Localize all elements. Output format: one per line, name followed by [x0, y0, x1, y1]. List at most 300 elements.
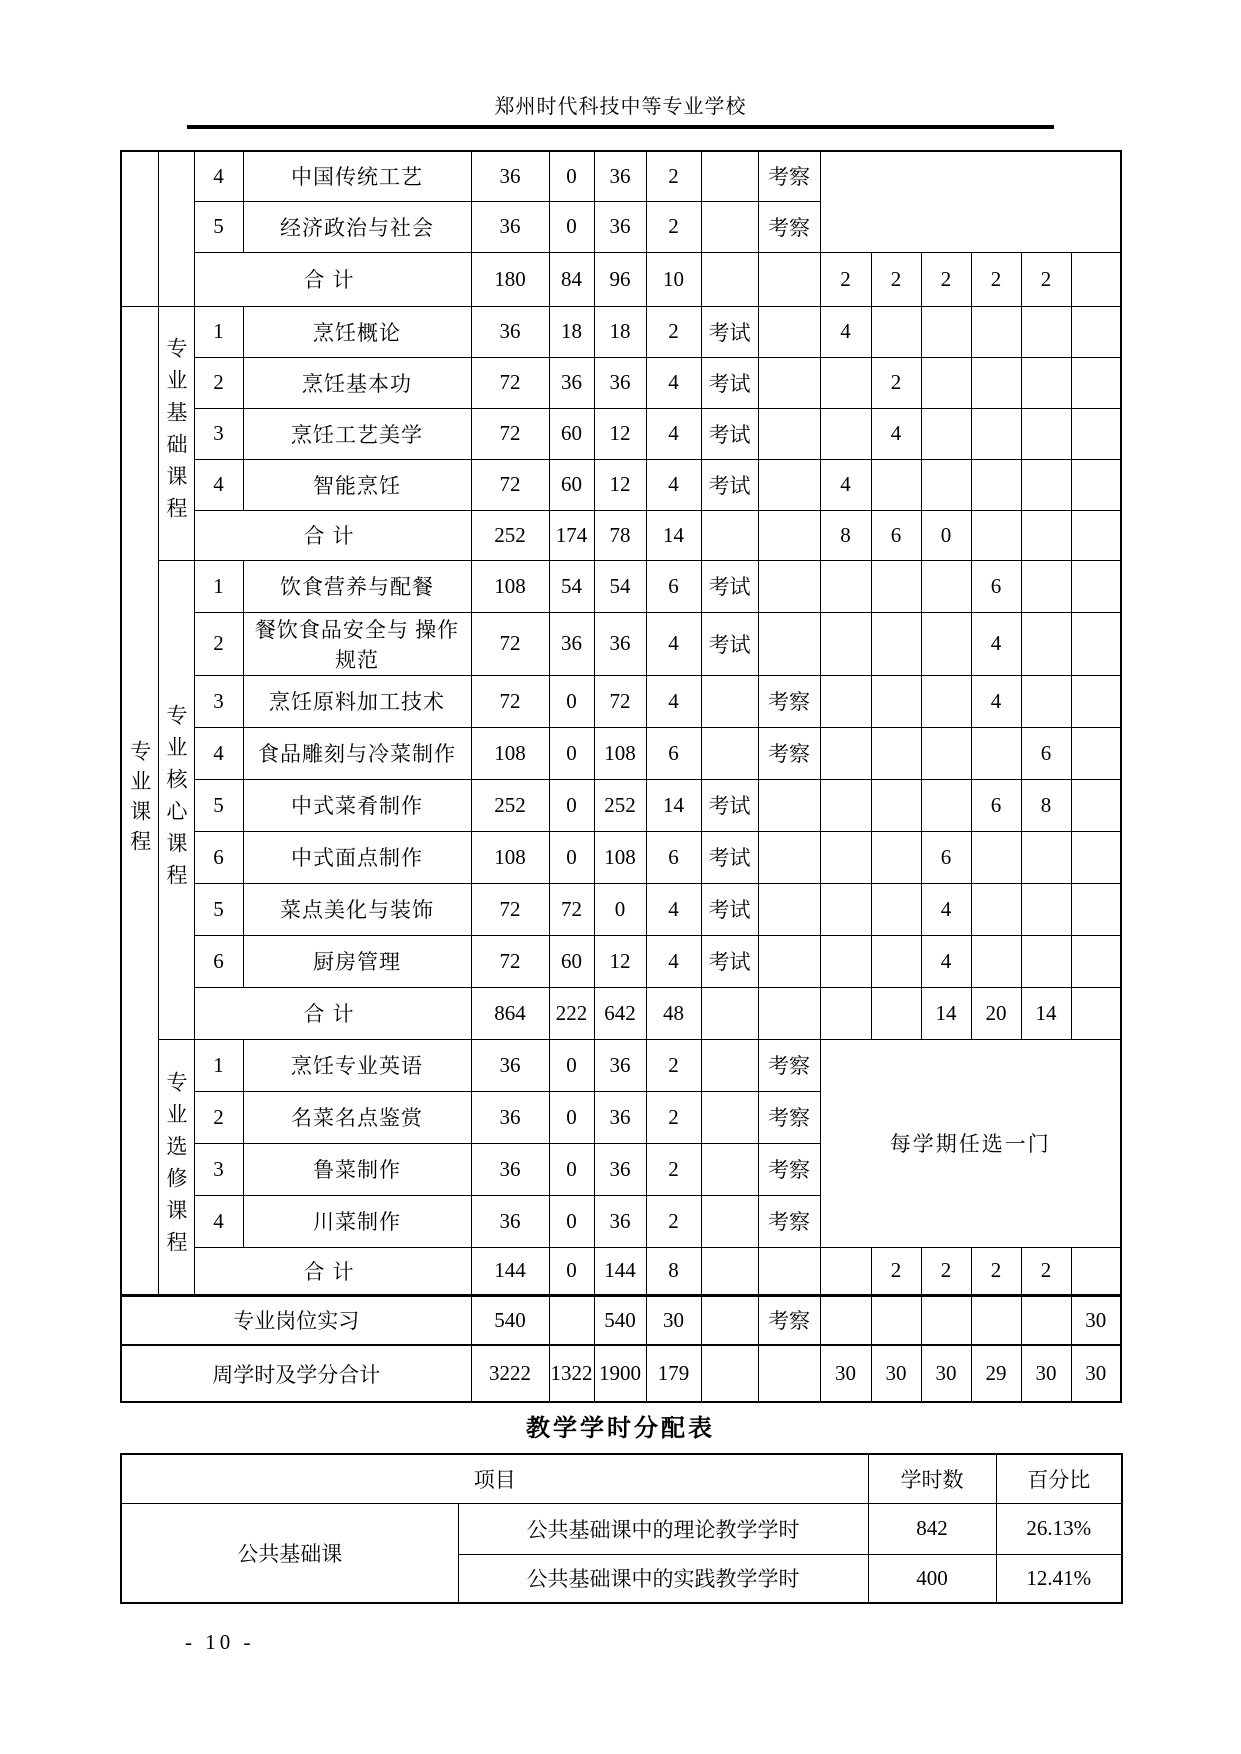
- course-name-cell: 智能烹饪: [243, 459, 471, 510]
- practice-hours-cell: 36: [594, 151, 646, 201]
- sem-1-cell: [820, 560, 871, 612]
- credits-cell: 2: [646, 151, 701, 201]
- sem-5-cell: [1021, 306, 1071, 357]
- sem-1-cell: [820, 675, 871, 727]
- exam-cell: 考试: [701, 357, 758, 408]
- sem-5-cell: [1021, 675, 1071, 727]
- assess-cell: 考察: [758, 675, 820, 727]
- total-hours-cell: 180: [471, 252, 549, 306]
- course-name-cell: 中式面点制作: [243, 831, 471, 883]
- sem-1-cell: 30: [820, 1345, 871, 1402]
- course-name-cell: 鲁菜制作: [243, 1143, 471, 1195]
- section-total-label: 合计: [194, 987, 471, 1039]
- theory-hours-cell: 0: [549, 1143, 594, 1195]
- theory-hours-cell: 0: [549, 727, 594, 779]
- course-name-cell: 中式菜肴制作: [243, 779, 471, 831]
- total-hours-cell: 36: [471, 1143, 549, 1195]
- exam-cell: [701, 252, 758, 306]
- sem-6-cell: [1071, 987, 1121, 1039]
- practice-hours-cell: 108: [594, 831, 646, 883]
- course-name-cell: 川菜制作: [243, 1195, 471, 1247]
- exam-cell: 考试: [701, 560, 758, 612]
- theory-hours-cell: 54: [549, 560, 594, 612]
- credits-cell: 2: [646, 1195, 701, 1247]
- assess-cell: [758, 1247, 820, 1295]
- theory-hours-cell: 0: [549, 675, 594, 727]
- practice-hours-cell: 36: [594, 1195, 646, 1247]
- theory-hours-cell: 72: [549, 883, 594, 935]
- seq-cell: 3: [194, 675, 243, 727]
- credits-cell: 179: [646, 1345, 701, 1402]
- credits-cell: 4: [646, 883, 701, 935]
- theory-hours-cell: 174: [549, 510, 594, 560]
- sem-2-cell: [871, 306, 921, 357]
- seq-cell: 6: [194, 935, 243, 987]
- theory-hours-cell: 0: [549, 1039, 594, 1091]
- sem-3-cell: [921, 459, 971, 510]
- total-hours-cell: 144: [471, 1247, 549, 1295]
- theory-hours-cell: 0: [549, 1247, 594, 1295]
- practice-hours-cell: 540: [594, 1295, 646, 1345]
- credits-cell: 48: [646, 987, 701, 1039]
- assess-cell: 考察: [758, 1039, 820, 1091]
- internship-label: 专业岗位实习: [121, 1295, 471, 1345]
- sem-1-cell: [820, 357, 871, 408]
- exam-cell: 考试: [701, 935, 758, 987]
- credits-cell: 30: [646, 1295, 701, 1345]
- sem-2-cell: [871, 779, 921, 831]
- sem-2-cell: [871, 883, 921, 935]
- total-hours-cell: 36: [471, 306, 549, 357]
- exam-cell: 考试: [701, 612, 758, 675]
- sem-1-cell: 4: [820, 306, 871, 357]
- credits-cell: 2: [646, 306, 701, 357]
- practice-hours-cell: 36: [594, 1143, 646, 1195]
- curriculum-table-body: [121, 151, 1121, 1402]
- assess-cell: 考察: [758, 1295, 820, 1345]
- assess-cell: [758, 252, 820, 306]
- curriculum-table: [120, 150, 1122, 1403]
- sem-6-cell: [1071, 357, 1121, 408]
- total-hours-cell: 36: [471, 1091, 549, 1143]
- practice-hours-cell: 96: [594, 252, 646, 306]
- practice-hours-cell: 54: [594, 560, 646, 612]
- sem-2-cell: [871, 831, 921, 883]
- total-hours-cell: 72: [471, 459, 549, 510]
- sem-5-cell: 2: [1021, 252, 1071, 306]
- sem-6-cell: [1071, 935, 1121, 987]
- seq-cell: 3: [194, 408, 243, 459]
- hours-header-row: [121, 1454, 1122, 1503]
- sem-6-cell: [1071, 252, 1121, 306]
- exam-cell: [701, 675, 758, 727]
- sem-5-cell: 14: [1021, 987, 1071, 1039]
- sem-3-cell: 0: [921, 510, 971, 560]
- sem-3-cell: [921, 1295, 971, 1345]
- assess-cell: [758, 935, 820, 987]
- total-hours-cell: 108: [471, 560, 549, 612]
- total-hours-cell: 72: [471, 357, 549, 408]
- hours-header-percent: 百分比: [996, 1454, 1122, 1503]
- assess-cell: 考察: [758, 727, 820, 779]
- course-name-cell: 食品雕刻与冷菜制作: [243, 727, 471, 779]
- credits-cell: 4: [646, 408, 701, 459]
- credits-cell: 2: [646, 1039, 701, 1091]
- theory-hours-cell: 0: [549, 151, 594, 201]
- exam-cell: [701, 510, 758, 560]
- practice-hours-cell: 36: [594, 612, 646, 675]
- exam-cell: 考试: [701, 883, 758, 935]
- page-number: - 10 -: [185, 1630, 255, 1654]
- assess-cell: [758, 510, 820, 560]
- total-hours-cell: 36: [471, 201, 549, 252]
- sem-4-cell: 6: [971, 779, 1021, 831]
- total-hours-cell: 252: [471, 510, 549, 560]
- sem-6-cell: [1071, 883, 1121, 935]
- seq-cell: 1: [194, 306, 243, 357]
- practice-hours-cell: 36: [594, 201, 646, 252]
- practice-hours-cell: 72: [594, 675, 646, 727]
- seq-cell: 4: [194, 459, 243, 510]
- theory-hours-cell: 0: [549, 1195, 594, 1247]
- exam-cell: [701, 1295, 758, 1345]
- sem-4-cell: 6: [971, 560, 1021, 612]
- sem-3-cell: [921, 357, 971, 408]
- course-name-cell: 菜点美化与装饰: [243, 883, 471, 935]
- sem-5-cell: [1021, 935, 1071, 987]
- sem-3-cell: [921, 560, 971, 612]
- credits-cell: 14: [646, 779, 701, 831]
- assess-cell: [758, 357, 820, 408]
- sem-4-cell: 2: [971, 252, 1021, 306]
- weekly-total-label: 周学时及学分合计: [121, 1345, 471, 1402]
- theory-hours-cell: 18: [549, 306, 594, 357]
- sem-1-cell: [820, 831, 871, 883]
- seq-cell: 1: [194, 560, 243, 612]
- assess-cell: [758, 459, 820, 510]
- seq-cell: 6: [194, 831, 243, 883]
- credits-cell: 6: [646, 560, 701, 612]
- theory-hours-cell: 60: [549, 408, 594, 459]
- sem-2-cell: 2: [871, 252, 921, 306]
- sem-5-cell: [1021, 408, 1071, 459]
- course-name-cell: 厨房管理: [243, 935, 471, 987]
- exam-cell: 考试: [701, 408, 758, 459]
- theory-hours-cell: 36: [549, 357, 594, 408]
- course-name-cell: 烹饪基本功: [243, 357, 471, 408]
- credits-cell: 4: [646, 357, 701, 408]
- header-rule: [187, 125, 1054, 129]
- sem-5-cell: [1021, 1295, 1071, 1345]
- course-name-cell: 经济政治与社会: [243, 201, 471, 252]
- seq-cell: 4: [194, 727, 243, 779]
- sem-6-cell: 30: [1071, 1295, 1121, 1345]
- theory-hours-cell: 0: [549, 779, 594, 831]
- theory-hours-cell: 60: [549, 459, 594, 510]
- assess-cell: [758, 612, 820, 675]
- sem-5-cell: [1021, 831, 1071, 883]
- hours-item-cell: 公共基础课中的理论教学学时: [458, 1503, 868, 1554]
- merged-blank-cell: [820, 151, 1121, 252]
- sem-1-cell: 4: [820, 459, 871, 510]
- practice-hours-cell: 36: [594, 357, 646, 408]
- sem-6-cell: [1071, 1247, 1121, 1295]
- assess-cell: 考察: [758, 151, 820, 201]
- exam-cell: 考试: [701, 779, 758, 831]
- credits-cell: 2: [646, 1091, 701, 1143]
- exam-cell: [701, 1039, 758, 1091]
- page-header-title: 郑州时代科技中等专业学校: [494, 96, 747, 118]
- sem-6-cell: 30: [1071, 1345, 1121, 1402]
- sem-3-cell: [921, 779, 971, 831]
- assess-cell: [758, 408, 820, 459]
- assess-cell: 考察: [758, 1143, 820, 1195]
- sem-5-cell: 8: [1021, 779, 1071, 831]
- exam-cell: [701, 151, 758, 201]
- course-name-cell: 饮食营养与配餐: [243, 560, 471, 612]
- exam-cell: [701, 1143, 758, 1195]
- category-cell: 专业选修课程: [158, 1039, 194, 1295]
- seq-cell: 1: [194, 1039, 243, 1091]
- sem-6-cell: [1071, 408, 1121, 459]
- sem-5-cell: [1021, 883, 1071, 935]
- exam-cell: 考试: [701, 459, 758, 510]
- category-cell: [158, 151, 194, 306]
- credits-cell: 4: [646, 612, 701, 675]
- hours-item-cell: 公共基础课中的实践教学学时: [458, 1554, 868, 1603]
- total-hours-cell: 108: [471, 831, 549, 883]
- sem-3-cell: [921, 306, 971, 357]
- practice-hours-cell: 0: [594, 883, 646, 935]
- sem-2-cell: [871, 459, 921, 510]
- sem-5-cell: 6: [1021, 727, 1071, 779]
- course-name-cell: 餐饮食品安全与 操作规范: [243, 612, 471, 675]
- sem-4-cell: [971, 1295, 1021, 1345]
- sem-3-cell: [921, 612, 971, 675]
- sem-1-cell: [820, 1295, 871, 1345]
- total-hours-cell: 72: [471, 408, 549, 459]
- total-hours-cell: 108: [471, 727, 549, 779]
- sem-4-cell: 20: [971, 987, 1021, 1039]
- sem-6-cell: [1071, 675, 1121, 727]
- sem-1-cell: 2: [820, 252, 871, 306]
- sem-3-cell: [921, 408, 971, 459]
- seq-cell: 2: [194, 357, 243, 408]
- course-name-cell: 中国传统工艺: [243, 151, 471, 201]
- sem-4-cell: [971, 883, 1021, 935]
- sem-4-cell: [971, 831, 1021, 883]
- assess-cell: [758, 831, 820, 883]
- total-hours-cell: 252: [471, 779, 549, 831]
- sem-5-cell: [1021, 612, 1071, 675]
- total-hours-cell: 36: [471, 1039, 549, 1091]
- sem-6-cell: [1071, 831, 1121, 883]
- sem-2-cell: [871, 675, 921, 727]
- theory-hours-cell: 0: [549, 1091, 594, 1143]
- sem-2-cell: 2: [871, 357, 921, 408]
- credits-cell: 4: [646, 459, 701, 510]
- assess-cell: [758, 883, 820, 935]
- sem-3-cell: 2: [921, 1247, 971, 1295]
- seq-cell: 2: [194, 1091, 243, 1143]
- hours-row: [121, 1503, 1122, 1554]
- sem-4-cell: [971, 459, 1021, 510]
- theory-hours-cell: 1322: [549, 1345, 594, 1402]
- sem-5-cell: 2: [1021, 1247, 1071, 1295]
- sem-1-cell: [820, 727, 871, 779]
- sem-6-cell: [1071, 560, 1121, 612]
- seq-cell: 4: [194, 151, 243, 201]
- practice-hours-cell: 36: [594, 1039, 646, 1091]
- total-hours-cell: 540: [471, 1295, 549, 1345]
- credits-cell: 4: [646, 935, 701, 987]
- course-name-cell: 名菜名点鉴赏: [243, 1091, 471, 1143]
- sem-4-cell: [971, 306, 1021, 357]
- sem-3-cell: 30: [921, 1345, 971, 1402]
- sem-2-cell: [871, 560, 921, 612]
- left-spacer-cell: [121, 151, 158, 306]
- exam-cell: [701, 1195, 758, 1247]
- sem-4-cell: [971, 727, 1021, 779]
- seq-cell: 3: [194, 1143, 243, 1195]
- credits-cell: 6: [646, 727, 701, 779]
- exam-cell: [701, 1091, 758, 1143]
- practice-hours-cell: 18: [594, 306, 646, 357]
- credits-cell: 6: [646, 831, 701, 883]
- practice-hours-cell: 642: [594, 987, 646, 1039]
- sem-6-cell: [1071, 612, 1121, 675]
- sem-1-cell: [820, 883, 871, 935]
- assess-cell: [758, 560, 820, 612]
- practice-hours-cell: 12: [594, 408, 646, 459]
- assess-cell: [758, 1345, 820, 1402]
- practice-hours-cell: 1900: [594, 1345, 646, 1402]
- theory-hours-cell: 0: [549, 201, 594, 252]
- sem-1-cell: [820, 612, 871, 675]
- section-total-label: 合计: [194, 252, 471, 306]
- sem-2-cell: [871, 727, 921, 779]
- sem-1-cell: [820, 935, 871, 987]
- sem-2-cell: 2: [871, 1247, 921, 1295]
- sem-4-cell: [971, 357, 1021, 408]
- section-total-label: 合计: [194, 1247, 471, 1295]
- exam-cell: 考试: [701, 306, 758, 357]
- sem-4-cell: 4: [971, 612, 1021, 675]
- theory-hours-cell: 60: [549, 935, 594, 987]
- sem-6-cell: [1071, 727, 1121, 779]
- sem-3-cell: [921, 727, 971, 779]
- hours-group-name: 公共基础课: [121, 1503, 458, 1603]
- credits-cell: 4: [646, 675, 701, 727]
- theory-hours-cell: 36: [549, 612, 594, 675]
- sem-3-cell: [921, 675, 971, 727]
- sem-2-cell: 30: [871, 1345, 921, 1402]
- assess-cell: 考察: [758, 201, 820, 252]
- sem-3-cell: 6: [921, 831, 971, 883]
- sem-1-cell: [820, 987, 871, 1039]
- sem-4-cell: 29: [971, 1345, 1021, 1402]
- exam-cell: [701, 1247, 758, 1295]
- seq-cell: 5: [194, 883, 243, 935]
- exam-cell: [701, 1345, 758, 1402]
- assess-cell: 考察: [758, 1091, 820, 1143]
- theory-hours-cell: 84: [549, 252, 594, 306]
- sem-5-cell: [1021, 459, 1071, 510]
- sem-1-cell: [820, 1247, 871, 1295]
- assess-cell: [758, 779, 820, 831]
- hours-table: [120, 1453, 1123, 1604]
- sem-3-cell: 14: [921, 987, 971, 1039]
- credits-cell: 14: [646, 510, 701, 560]
- sem-2-cell: [871, 987, 921, 1039]
- sem-4-cell: [971, 408, 1021, 459]
- exam-cell: [701, 201, 758, 252]
- assess-cell: 考察: [758, 1195, 820, 1247]
- total-hours-cell: 72: [471, 935, 549, 987]
- exam-cell: [701, 987, 758, 1039]
- course-name-cell: 烹饪工艺美学: [243, 408, 471, 459]
- practice-hours-cell: 12: [594, 459, 646, 510]
- practice-hours-cell: 144: [594, 1247, 646, 1295]
- theory-hours-cell: 0: [549, 831, 594, 883]
- total-hours-cell: 72: [471, 675, 549, 727]
- sem-2-cell: [871, 1295, 921, 1345]
- assess-cell: [758, 306, 820, 357]
- credits-cell: 8: [646, 1247, 701, 1295]
- sem-2-cell: 4: [871, 408, 921, 459]
- sem-3-cell: 4: [921, 883, 971, 935]
- course-name-cell: 烹饪概论: [243, 306, 471, 357]
- sem-2-cell: 6: [871, 510, 921, 560]
- sem-5-cell: [1021, 560, 1071, 612]
- sem-1-cell: 8: [820, 510, 871, 560]
- sem-4-cell: 4: [971, 675, 1021, 727]
- course-group-cell: 专业课程: [121, 306, 158, 1295]
- elective-note-cell: 每学期任选一门: [820, 1039, 1121, 1247]
- theory-hours-cell: 222: [549, 987, 594, 1039]
- hours-percent-cell: 26.13%: [996, 1503, 1122, 1554]
- sem-5-cell: [1021, 357, 1071, 408]
- theory-hours-cell: [549, 1295, 594, 1345]
- total-hours-cell: 864: [471, 987, 549, 1039]
- hours-value-cell: 400: [868, 1554, 996, 1603]
- credits-cell: 2: [646, 201, 701, 252]
- sem-6-cell: [1071, 306, 1121, 357]
- exam-cell: 考试: [701, 831, 758, 883]
- sem-4-cell: [971, 510, 1021, 560]
- practice-hours-cell: 252: [594, 779, 646, 831]
- hours-header-item: 项目: [121, 1454, 868, 1503]
- practice-hours-cell: 78: [594, 510, 646, 560]
- practice-hours-cell: 108: [594, 727, 646, 779]
- practice-hours-cell: 36: [594, 1091, 646, 1143]
- sem-2-cell: [871, 935, 921, 987]
- hours-table-title: 教学学时分配表: [526, 1416, 715, 1442]
- sem-6-cell: [1071, 510, 1121, 560]
- sem-3-cell: 4: [921, 935, 971, 987]
- course-name-cell: 烹饪原料加工技术: [243, 675, 471, 727]
- sem-4-cell: 2: [971, 1247, 1021, 1295]
- total-hours-cell: 72: [471, 883, 549, 935]
- sem-3-cell: 2: [921, 252, 971, 306]
- sem-6-cell: [1071, 459, 1121, 510]
- total-hours-cell: 72: [471, 612, 549, 675]
- sem-4-cell: [971, 935, 1021, 987]
- exam-cell: [701, 727, 758, 779]
- course-name-cell: 烹饪专业英语: [243, 1039, 471, 1091]
- total-hours-cell: 36: [471, 151, 549, 201]
- sem-6-cell: [1071, 779, 1121, 831]
